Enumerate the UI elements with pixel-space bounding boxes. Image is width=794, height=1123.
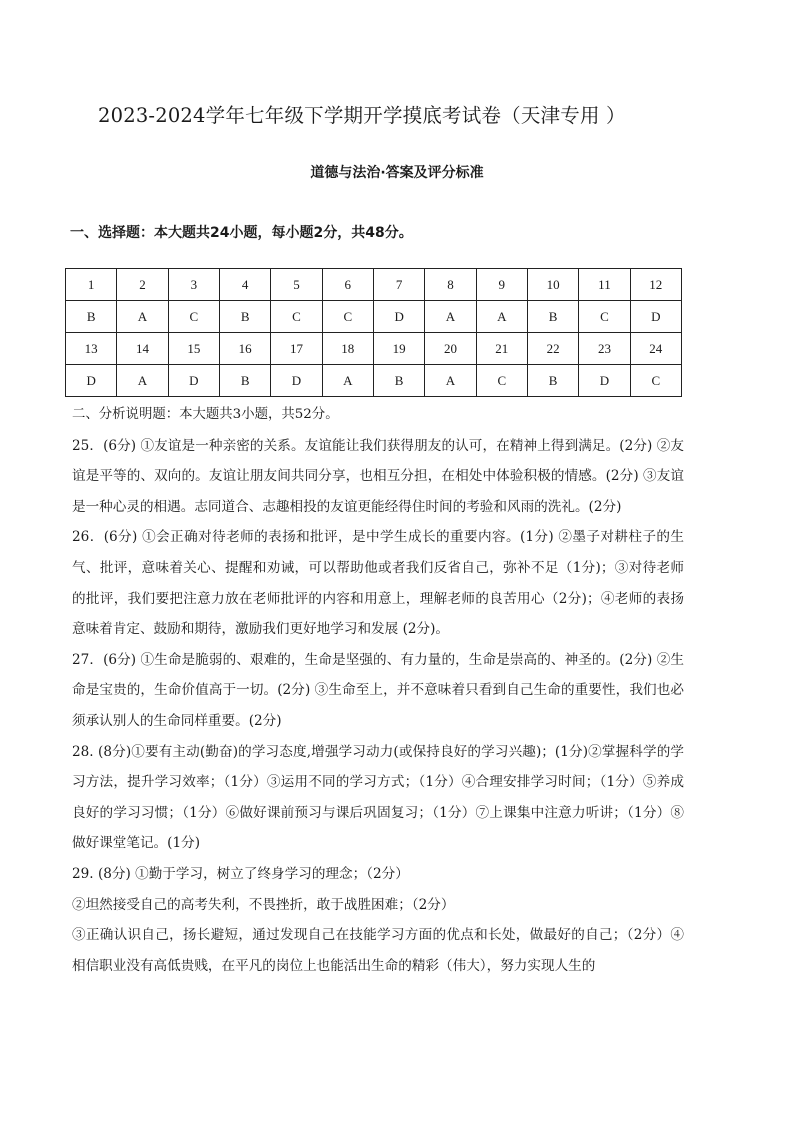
answer-paragraphs xyxy=(72,431,684,982)
answer-cell: D xyxy=(168,365,219,397)
exam-title: 2023-2024学年七年级下学期开学摸底考试卷（天津专用 ） xyxy=(98,104,626,127)
answer-cell: D xyxy=(271,365,322,397)
answer-cell: B xyxy=(66,301,117,333)
question-number-cell: 14 xyxy=(117,333,168,365)
question-number-cell: 7 xyxy=(373,269,424,301)
question-number-cell: 16 xyxy=(219,333,270,365)
answer-cell: B xyxy=(527,365,578,397)
question-number-cell: 20 xyxy=(425,333,476,365)
answer-paragraph: 27．(6分) ①生命是脆弱的、艰难的，生命是坚强的、有力量的，生命是崇高的、神圣的。(2分) ②生命是宝贵的，生命价值高于一切。(2分) ③生命至上，并不意味着只看到自己生命的重要性，我们也必须承认别人的生命同样重要。(2分) xyxy=(72,651,684,729)
answer-cell: B xyxy=(219,365,270,397)
question-number-cell: 23 xyxy=(579,333,630,365)
answer-cell: D xyxy=(630,301,681,333)
question-number-cell: 13 xyxy=(66,333,117,365)
question-number-row xyxy=(66,333,682,365)
question-number-cell: 4 xyxy=(219,269,270,301)
answer-cell: C xyxy=(271,301,322,333)
question-number-cell: 6 xyxy=(322,269,373,301)
answer-table xyxy=(65,268,682,397)
answer-cell: C xyxy=(476,365,527,397)
answer-cell: A xyxy=(476,301,527,333)
answer-cell: B xyxy=(373,365,424,397)
answer-cell: C xyxy=(168,301,219,333)
question-number-cell: 21 xyxy=(476,333,527,365)
question-number-row xyxy=(66,269,682,301)
question-number-cell: 5 xyxy=(271,269,322,301)
question-number-cell: 19 xyxy=(373,333,424,365)
answer-cell: A xyxy=(117,365,168,397)
question-number-cell: 12 xyxy=(630,269,681,301)
answer-paragraph: 29. (8分) ①勤于学习，树立了终身学习的理念；（2分） xyxy=(72,865,409,882)
section2-heading: 二、分析说明题：本大题共3小题，共52分。 xyxy=(72,407,339,422)
question-number-cell: 1 xyxy=(66,269,117,301)
answer-cell: D xyxy=(579,365,630,397)
answer-row xyxy=(66,365,682,397)
question-number-cell: 11 xyxy=(579,269,630,301)
answer-cell: A xyxy=(425,301,476,333)
question-number-cell: 22 xyxy=(527,333,578,365)
question-number-cell: 9 xyxy=(476,269,527,301)
answer-cell: C xyxy=(322,301,373,333)
answer-cell: B xyxy=(219,301,270,333)
analysis-section xyxy=(72,400,684,981)
answer-paragraph: ③正确认识自己，扬长避短，通过发现自己在技能学习方面的优点和长处，做最好的自己；（2分）④相信职业没有高低贵贱，在平凡的岗位上也能活出生命的精彩（伟大），努力实现人生的 xyxy=(72,927,684,974)
answer-cell: A xyxy=(322,365,373,397)
answer-paragraph: 25．(6分) ①友谊是一种亲密的关系。友谊能让我们获得朋友的认可，在精神上得到满足。(2分) ②友谊是平等的、双向的。友谊让朋友间共同分享，也相互分担，在相处中体验积极的情感。(2分) ③友谊是一种心灵的相遇。志同道合、志趣相投的友谊更能经得住时间的考验和风雨的洗礼。(2分) xyxy=(72,437,684,515)
answer-cell: D xyxy=(66,365,117,397)
question-number-cell: 15 xyxy=(168,333,219,365)
question-number-cell: 24 xyxy=(630,333,681,365)
answer-paragraph: 26．(6分) ①会正确对待老师的表扬和批评，是中学生成长的重要内容。(1分) ②墨子对耕柱子的生气、批评，意味着关心、提醒和劝诫，可以帮助他或者我们反省自己，弥补不足（1分)；③对待老师的批评，我们要把注意力放在老师批评的内容和用意上，理解老师的良苦用心（2分)；④老师的表扬意味着肯定、鼓励和期待，激励我们更好地学习和发展 (2分)。 xyxy=(72,529,684,638)
answer-cell: C xyxy=(579,301,630,333)
section1-heading: 一、选择题：本大题共24小题，每小题2分，共48分。 xyxy=(70,225,413,241)
answer-paragraph: 28. (8分)①要有主动(勤奋)的学习态度,增强学习动力(或保持良好的学习兴趣)；(1分)②掌握科学的学习方法，提升学习效率；（1分）③运用不同的学习方式；（1分）④合理安排学习时间；（1分）⑤养成良好的学习习惯；（1分）⑥做好课前预习与课后巩固复习；（1分）⑦上课集中注意力听讲；（1分）⑧做好课堂笔记。(1分) xyxy=(72,743,684,852)
answer-cell: A xyxy=(425,365,476,397)
answer-paragraph: ②坦然接受自己的高考失利，不畏挫折，敢于战胜困难；（2分） xyxy=(72,896,455,913)
question-number-cell: 2 xyxy=(117,269,168,301)
answer-row xyxy=(66,301,682,333)
question-number-cell: 10 xyxy=(527,269,578,301)
answer-cell: C xyxy=(630,365,681,397)
question-number-cell: 17 xyxy=(271,333,322,365)
answer-cell: D xyxy=(373,301,424,333)
question-number-cell: 8 xyxy=(425,269,476,301)
question-number-cell: 18 xyxy=(322,333,373,365)
answer-cell: B xyxy=(527,301,578,333)
question-number-cell: 3 xyxy=(168,269,219,301)
answer-cell: A xyxy=(117,301,168,333)
answer-key-subtitle: 道德与法治·答案及评分标准 xyxy=(310,165,484,181)
